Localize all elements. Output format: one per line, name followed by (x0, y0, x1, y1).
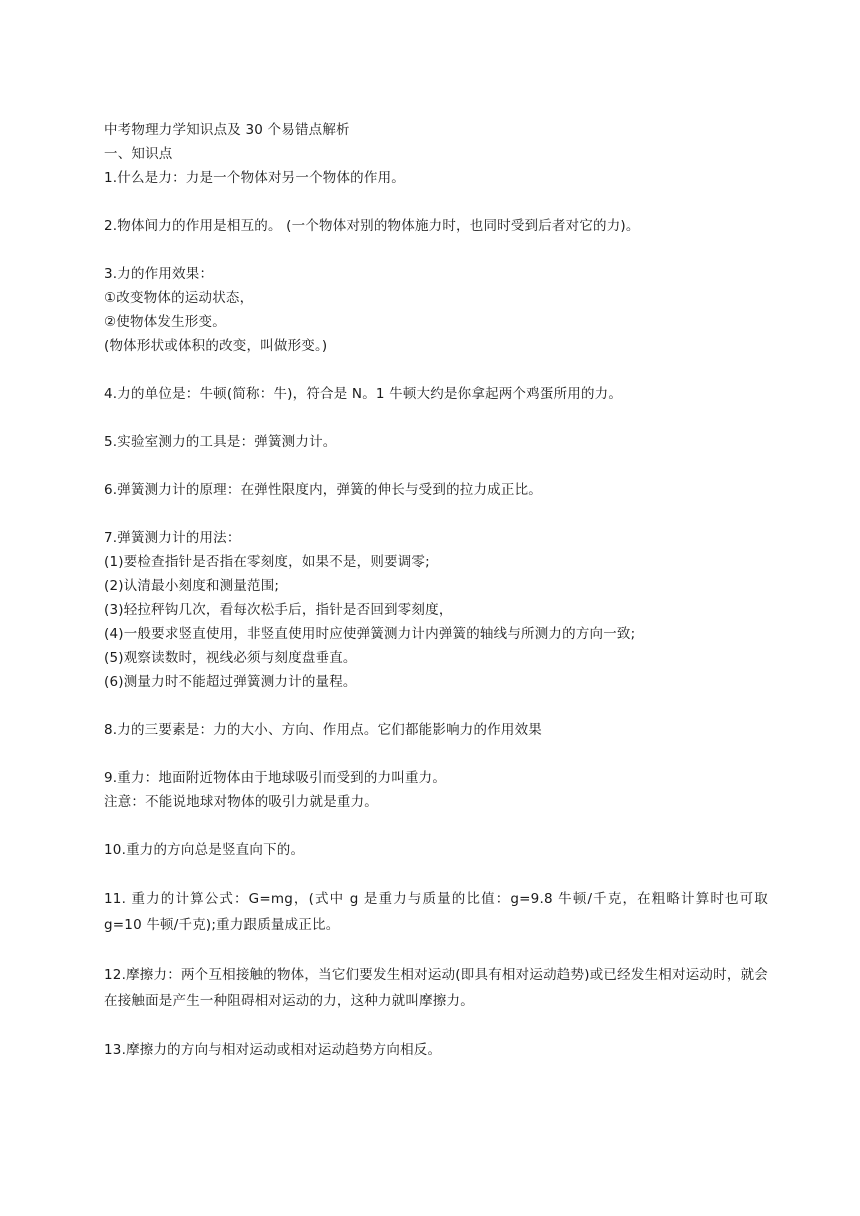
spacer (104, 358, 768, 382)
point-12: 12.摩擦力：两个互相接触的物体，当它们要发生相对运动(即具有相对运动趋势)或已经发生相对运动时，就会在接触面是产生一种阻碍相对运动的力，这种力就叫摩擦力。 (104, 967, 768, 1009)
spacer (104, 502, 768, 526)
spacer (104, 406, 768, 430)
point-7-item-3: (3)轻拉秤钩几次，看每次松手后，指针是否回到零刻度， (104, 602, 453, 618)
point-3-item-1: ①改变物体的运动状态， (104, 290, 254, 306)
point-3-item-2: ②使物体发生形变。 (104, 314, 226, 330)
spacer (104, 454, 768, 478)
point-9: 9.重力：地面附近物体由于地球吸引而受到的力叫重力。 (104, 770, 447, 786)
point-3: 3.力的作用效果： (104, 266, 214, 282)
spacer (104, 862, 768, 886)
point-3-note: (物体形状或体积的改变，叫做形变。) (104, 338, 328, 354)
section-heading: 一、知识点 (104, 146, 173, 162)
spacer (104, 1014, 768, 1038)
point-9-note: 注意：不能说地球对物体的吸引力就是重力。 (104, 794, 378, 810)
point-6: 6.弹簧测力计的原理：在弹性限度内，弹簧的伸长与受到的拉力成正比。 (104, 482, 542, 498)
spacer (104, 938, 768, 962)
document-body (104, 118, 768, 1062)
point-7: 7.弹簧测力计的用法： (104, 530, 241, 546)
spacer (104, 742, 768, 766)
point-1: 1.什么是力：力是一个物体对另一个物体的作用。 (104, 170, 405, 186)
document-title: 中考物理力学知识点及 30 个易错点解析 (104, 122, 350, 138)
point-7-item-4: (4)一般要求竖直使用，非竖直使用时应使弹簧测力计内弹簧的轴线与所测力的方向一致; (104, 626, 636, 642)
point-7-item-5: (5)观察读数时，视线必须与刻度盘垂直。 (104, 650, 357, 666)
point-7-item-6: (6)测量力时不能超过弹簧测力计的量程。 (104, 674, 357, 690)
point-10: 10.重力的方向总是竖直向下的。 (104, 842, 305, 858)
point-5: 5.实验室测力的工具是：弹簧测力计。 (104, 434, 337, 450)
point-8: 8.力的三要素是：力的大小、方向、作用点。它们都能影响力的作用效果 (104, 722, 542, 738)
spacer (104, 238, 768, 262)
point-7-item-2: (2)认清最小刻度和测量范围; (104, 578, 280, 594)
spacer (104, 694, 768, 718)
point-11: 11. 重力的计算公式：G=mg，(式中 g 是重力与质量的比值：g=9.8 牛顿/千克，在粗略计算时也可取 g=10 牛顿/千克);重力跟质量成正比。 (104, 891, 768, 933)
spacer (104, 814, 768, 838)
point-7-item-1: (1)要检查指针是否指在零刻度，如果不是，则要调零; (104, 554, 430, 570)
spacer (104, 190, 768, 214)
point-2: 2.物体间力的作用是相互的。 (一个物体对别的物体施力时，也同时受到后者对它的力)。 (104, 218, 640, 234)
point-13: 13.摩擦力的方向与相对运动或相对运动趋势方向相反。 (104, 1042, 442, 1058)
point-4: 4.力的单位是：牛顿(简称：牛)，符合是 N。1 牛顿大约是你拿起两个鸡蛋所用的力。 (104, 386, 623, 402)
